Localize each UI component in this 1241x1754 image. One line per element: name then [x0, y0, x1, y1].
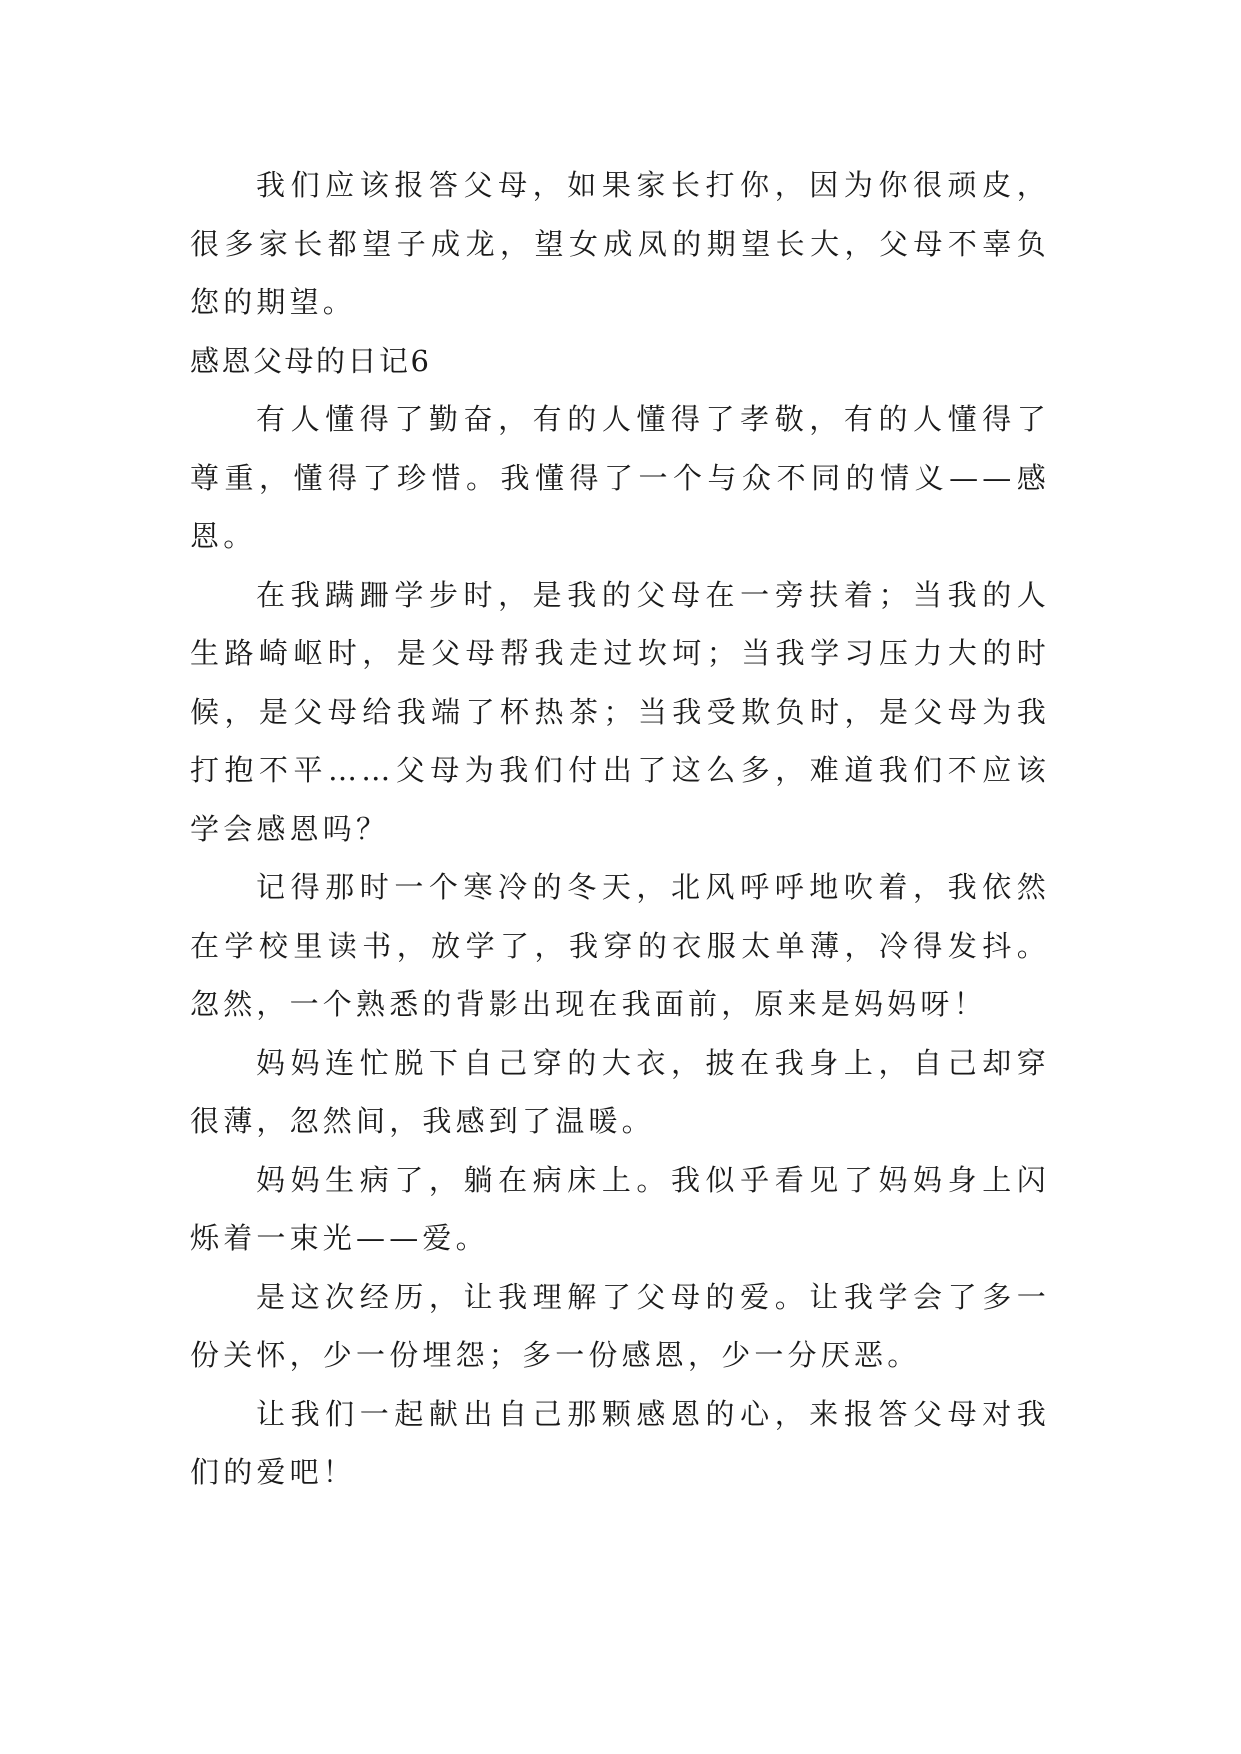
- paragraph: 有人懂得了勤奋，有的人懂得了孝敬，有的人懂得了尊重，懂得了珍惜。我懂得了一个与众不同的情义——感恩。: [190, 402, 1050, 553]
- document-body: [190, 156, 1050, 1502]
- paragraph: 妈妈生病了，躺在病床上。我似乎看见了妈妈身上闪烁着一束光——爱。: [190, 1162, 1050, 1255]
- paragraph: 记得那时一个寒冷的冬天，北风呼呼地吹着，我依然在学校里读书，放学了，我穿的衣服太单薄，冷得发抖。忽然，一个熟悉的背影出现在我面前，原来是妈妈呀！: [190, 870, 1050, 1021]
- paragraph: 我们应该报答父母，如果家长打你，因为你很顽皮，很多家长都望子成龙，望女成凤的期望长大，父母不辜负您的期望。: [190, 168, 1050, 319]
- paragraph: 让我们一起献出自己那颗感恩的心，来报答父母对我们的爱吧！: [190, 1396, 1050, 1489]
- paragraph: 妈妈连忙脱下自己穿的大衣，披在我身上，自己却穿很薄，忽然间，我感到了温暖。: [190, 1045, 1050, 1138]
- paragraph: 在我蹒跚学步时，是我的父母在一旁扶着；当我的人生路崎岖时，是父母帮我走过坎坷；当我学习压力大的时候，是父母给我端了杯热茶；当我受欺负时，是父母为我打抱不平……父母为我们付出了这么多，难道我们不应该学会感恩吗？: [190, 577, 1050, 846]
- section-heading: 感恩父母的日记6: [190, 343, 432, 378]
- paragraph: 是这次经历，让我理解了父母的爱。让我学会了多一份关怀，少一份埋怨；多一份感恩，少一分厌恶。: [190, 1279, 1050, 1372]
